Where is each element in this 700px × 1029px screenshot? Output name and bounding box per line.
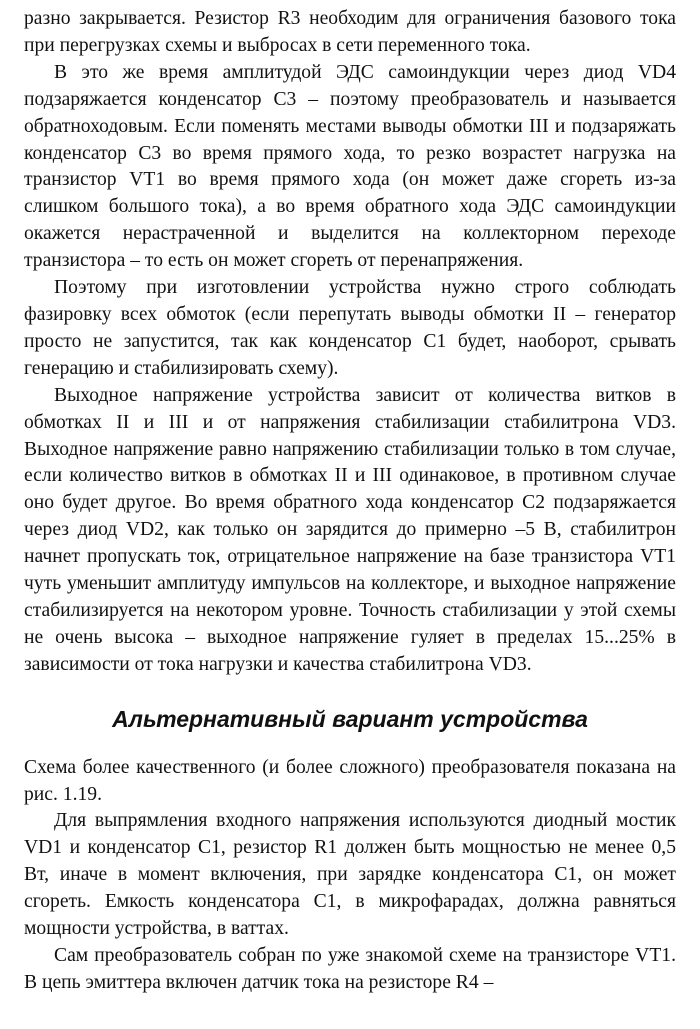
paragraph-base-current: разно закрывается. Резистор R3 необходим для ограничения базового тока при перегрузках схемы и выбросах в сети переменного тока.: [24, 8, 676, 56]
paragraph-figure-reference: Схема более качественного (и более сложного) преобразователя показана на рис. 1.19.: [24, 756, 676, 805]
paragraph-flyback: В это же время амплитудой ЭДС самоиндукции через диод VD4 подзаряжается конденсатор С3 – поэтому преобразователь и называется обратноходовым. Если поменять местами выводы обмотки III и подзаряжать конденсатор С3 во время прямого хода, то резко возрастет нагрузка на транзистор VT1 во время прямого хода (он может даже сгореть из-за слишком большого тока), а во время обратного хода ЭДС самоиндукции окажется нерастраченной и выделится на коллекторном переходе транзистора – то есть он может сгореть от перенапряжения.: [24, 61, 676, 272]
paragraph-phasing: Поэтому при изготовлении устройства нужно строго соблюдать фазировку всех обмоток (если перепутать выводы обмотки II – генератор просто не запустится, так как конденсатор С1 будет, наоборот, срывать генерацию и стабилизировать схему).: [24, 277, 676, 379]
book-page: [24, 6, 676, 997]
paragraph-output-voltage: Выходное напряжение устройства зависит от количества витков в обмотках II и III и от напряжения стабилизации стабилитрона VD3. Выходное напряжение равно напряжению стабилизации только в том случае, если количество витков в обмотках II и III одинаковое, в противном случае оно будет другое. Во время обратного хода конденсатор С2 подзаряжается через диод VD2, как только он зарядится до примерно –5 В, стабилитрон начнет пропускать ток, отрицательное напряжение на базе транзистора VT1 чуть уменьшит амплитуду импульсов на коллекторе, и выходное напряжение стабилизируется на некотором уровне. Точность стабилизации у этой схемы не очень высока – выходное напряжение гуляет в пределах 15...25% в зависимости от тока нагрузки и качества стабилитрона VD3.: [24, 384, 676, 675]
paragraph-converter: Сам преобразователь собран по уже знакомой схеме на транзисторе VT1. В цепь эмиттера включен датчик тока на резисторе R4 –: [24, 945, 676, 993]
paragraph-rectifier: Для выпрямления входного напряжения используются диодный мостик VD1 и конденсатор С1, резистор R1 должен быть мощностью не менее 0,5 Вт, иначе в момент включения, при зарядке конденсатора С1, он может сгореть. Емкость конденсатора С1, в микрофарадах, должна равняться мощности устройства, в ваттах.: [24, 810, 676, 940]
section-heading: Альтернативный вариант устройства: [112, 705, 588, 732]
